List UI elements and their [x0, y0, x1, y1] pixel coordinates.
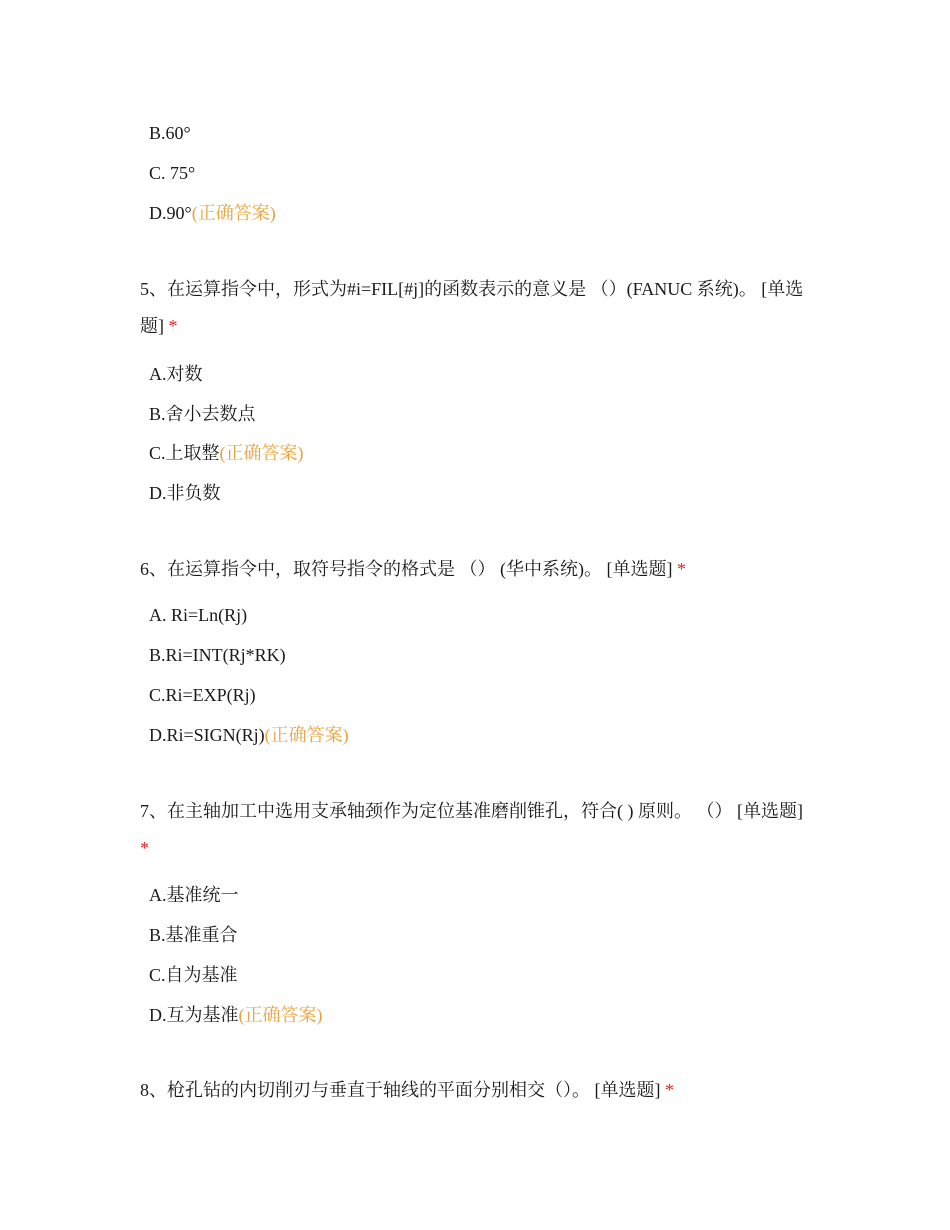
option-text: C.上取整: [149, 443, 220, 463]
q5-option-b[interactable]: [149, 402, 256, 426]
option-text: C. 75°: [149, 163, 196, 183]
option-text: D.非负数: [149, 483, 221, 503]
option-text: D.90°: [149, 203, 192, 223]
option-text: B.舍小去数点: [149, 404, 256, 424]
q7-option-d[interactable]: [149, 1003, 323, 1027]
option-text: A.基准统一: [149, 885, 239, 905]
q4-option-b[interactable]: [149, 121, 191, 145]
required-asterisk: *: [676, 559, 686, 579]
q6-option-d[interactable]: [149, 723, 349, 747]
question-8-title: [140, 1072, 812, 1109]
question-text: 5、在运算指令中，形式为#i=FIL[#j]的函数表示的意义是 （）(FANUC 系统)。 [单选题]: [140, 279, 804, 336]
q5-option-d[interactable]: [149, 481, 221, 505]
option-text: B.60°: [149, 123, 191, 143]
q6-option-b[interactable]: [149, 643, 286, 667]
option-text: C.Ri=EXP(Rj): [149, 685, 256, 705]
option-text: A.对数: [149, 364, 203, 384]
question-7-title: [140, 793, 812, 867]
q6-option-a[interactable]: [149, 603, 247, 627]
q4-option-c[interactable]: [149, 161, 195, 185]
q7-option-b[interactable]: [149, 923, 238, 947]
option-text: D.互为基准: [149, 1005, 239, 1025]
option-text: B.Ri=INT(Rj*RK): [149, 645, 286, 665]
option-text: D.Ri=SIGN(Rj): [149, 725, 265, 745]
q4-option-d[interactable]: [149, 201, 276, 225]
required-asterisk: *: [140, 838, 149, 858]
question-text: 7、在主轴加工中选用支承轴颈作为定位基准磨削锥孔，符合( ) 原则。 （） [单选题]: [140, 801, 803, 821]
required-asterisk: *: [665, 1080, 674, 1100]
option-text: B.基准重合: [149, 925, 238, 945]
question-6-title: [140, 551, 812, 588]
q7-option-c[interactable]: [149, 963, 238, 987]
q5-option-c[interactable]: [149, 441, 304, 465]
question-text: 8、枪孔钻的内切削刃与垂直于轴线的平面分别相交（）。 [单选题]: [140, 1080, 661, 1100]
correct-answer-marker: (正确答案): [191, 203, 276, 223]
correct-answer-marker: (正确答案): [219, 443, 304, 463]
option-text: A. Ri=Ln(Rj): [149, 605, 248, 625]
correct-answer-marker: (正确答案): [264, 725, 349, 745]
correct-answer-marker: (正确答案): [238, 1005, 323, 1025]
option-text: C.自为基准: [149, 965, 238, 985]
q7-option-a[interactable]: [149, 883, 239, 907]
q5-option-a[interactable]: [149, 362, 203, 386]
question-text: 6、在运算指令中，取符号指令的格式是 （） (华中系统)。 [单选题]: [140, 559, 673, 579]
q6-option-c[interactable]: [149, 683, 256, 707]
question-5-title: [140, 271, 812, 345]
required-asterisk: *: [168, 316, 178, 336]
